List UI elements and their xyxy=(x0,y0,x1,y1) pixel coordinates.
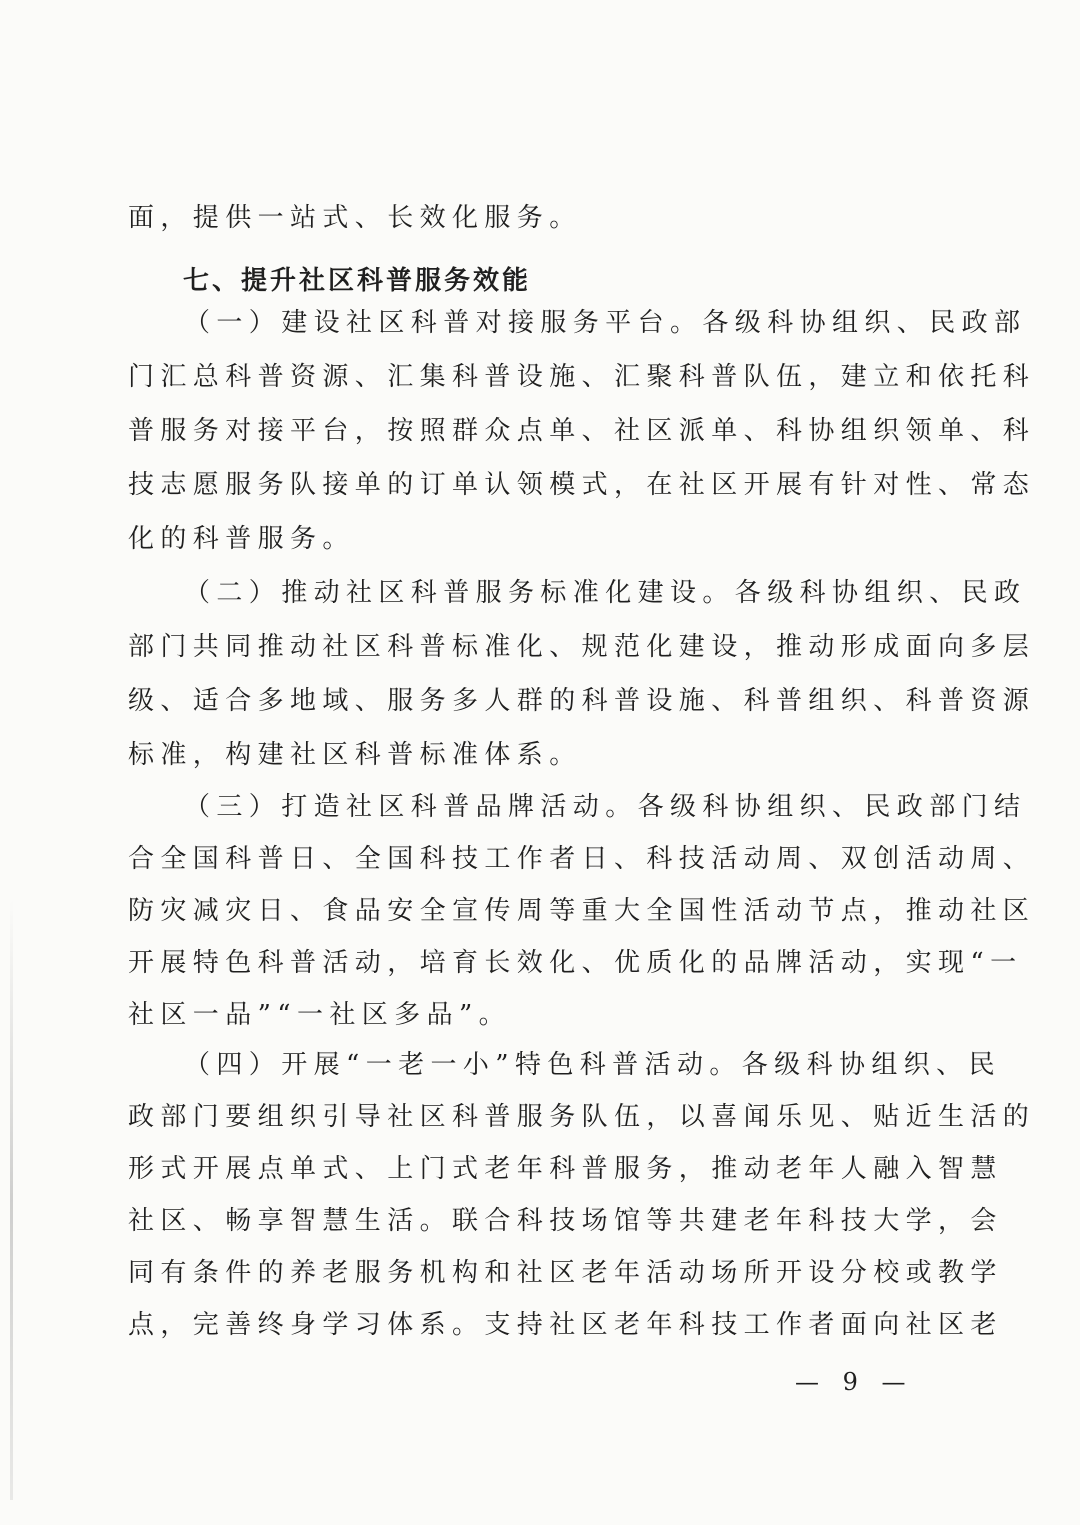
text-line: 门汇总科普资源、汇集科普设施、汇聚科普队伍，建立和依托科 xyxy=(128,362,1036,392)
text-line: 开展特色科普活动，培育长效化、优质化的品牌活动，实现“一 xyxy=(128,948,1023,978)
text-line: 级、适合多地域、服务多人群的科普设施、科普组织、科普资源 xyxy=(128,686,1036,716)
text-line: 合全国科普日、全国科技工作者日、科技活动周、双创活动周、 xyxy=(128,844,1036,874)
text-line: 技志愿服务队接单的订单认领模式，在社区开展有针对性、常态 xyxy=(128,470,1036,500)
text-line: 面，提供一站式、长效化服务。 xyxy=(128,203,582,233)
section-heading: 七、提升社区科普服务效能 xyxy=(183,266,532,296)
text-line: 普服务对接平台，按照群众点单、社区派单、科协组织领单、科 xyxy=(128,416,1036,446)
text-line: 社区一品”“一社区多品”。 xyxy=(128,1000,512,1030)
text-line: 防灾减灾日、食品安全宣传周等重大全国性活动节点，推动社区 xyxy=(128,896,1036,926)
text-line: 点，完善终身学习体系。支持社区老年科技工作者面向社区老 xyxy=(128,1310,1003,1340)
scan-edge-shadow xyxy=(10,900,13,1500)
text-line: 化的科普服务。 xyxy=(128,524,355,554)
text-line: 政部门要组织引导社区科普服务队伍，以喜闻乐见、贴近生活的 xyxy=(128,1102,1036,1132)
text-line: 形式开展点单式、上门式老年科普服务，推动老年人融入智慧 xyxy=(128,1154,1003,1184)
text-line: 同有条件的养老服务机构和社区老年活动场所开设分校或教学 xyxy=(128,1258,1003,1288)
text-line: 社区、畅享智慧生活。联合科技场馆等共建老年科技大学，会 xyxy=(128,1206,1003,1236)
text-line: 部门共同推动社区科普标准化、规范化建设，推动形成面向多层 xyxy=(128,632,1036,662)
text-line: （三）打造社区科普品牌活动。各级科协组织、民政部门结 xyxy=(184,792,1027,822)
page-number: — 9 — xyxy=(795,1368,914,1396)
text-line: （二）推动社区科普服务标准化建设。各级科协组织、民政 xyxy=(184,578,1027,608)
text-line: 标准，构建社区科普标准体系。 xyxy=(128,740,582,770)
text-line: （四）开展“一老一小”特色科普活动。各级科协组织、民 xyxy=(184,1050,1001,1080)
text-line: （一）建设社区科普对接服务平台。各级科协组织、民政部 xyxy=(184,308,1027,338)
